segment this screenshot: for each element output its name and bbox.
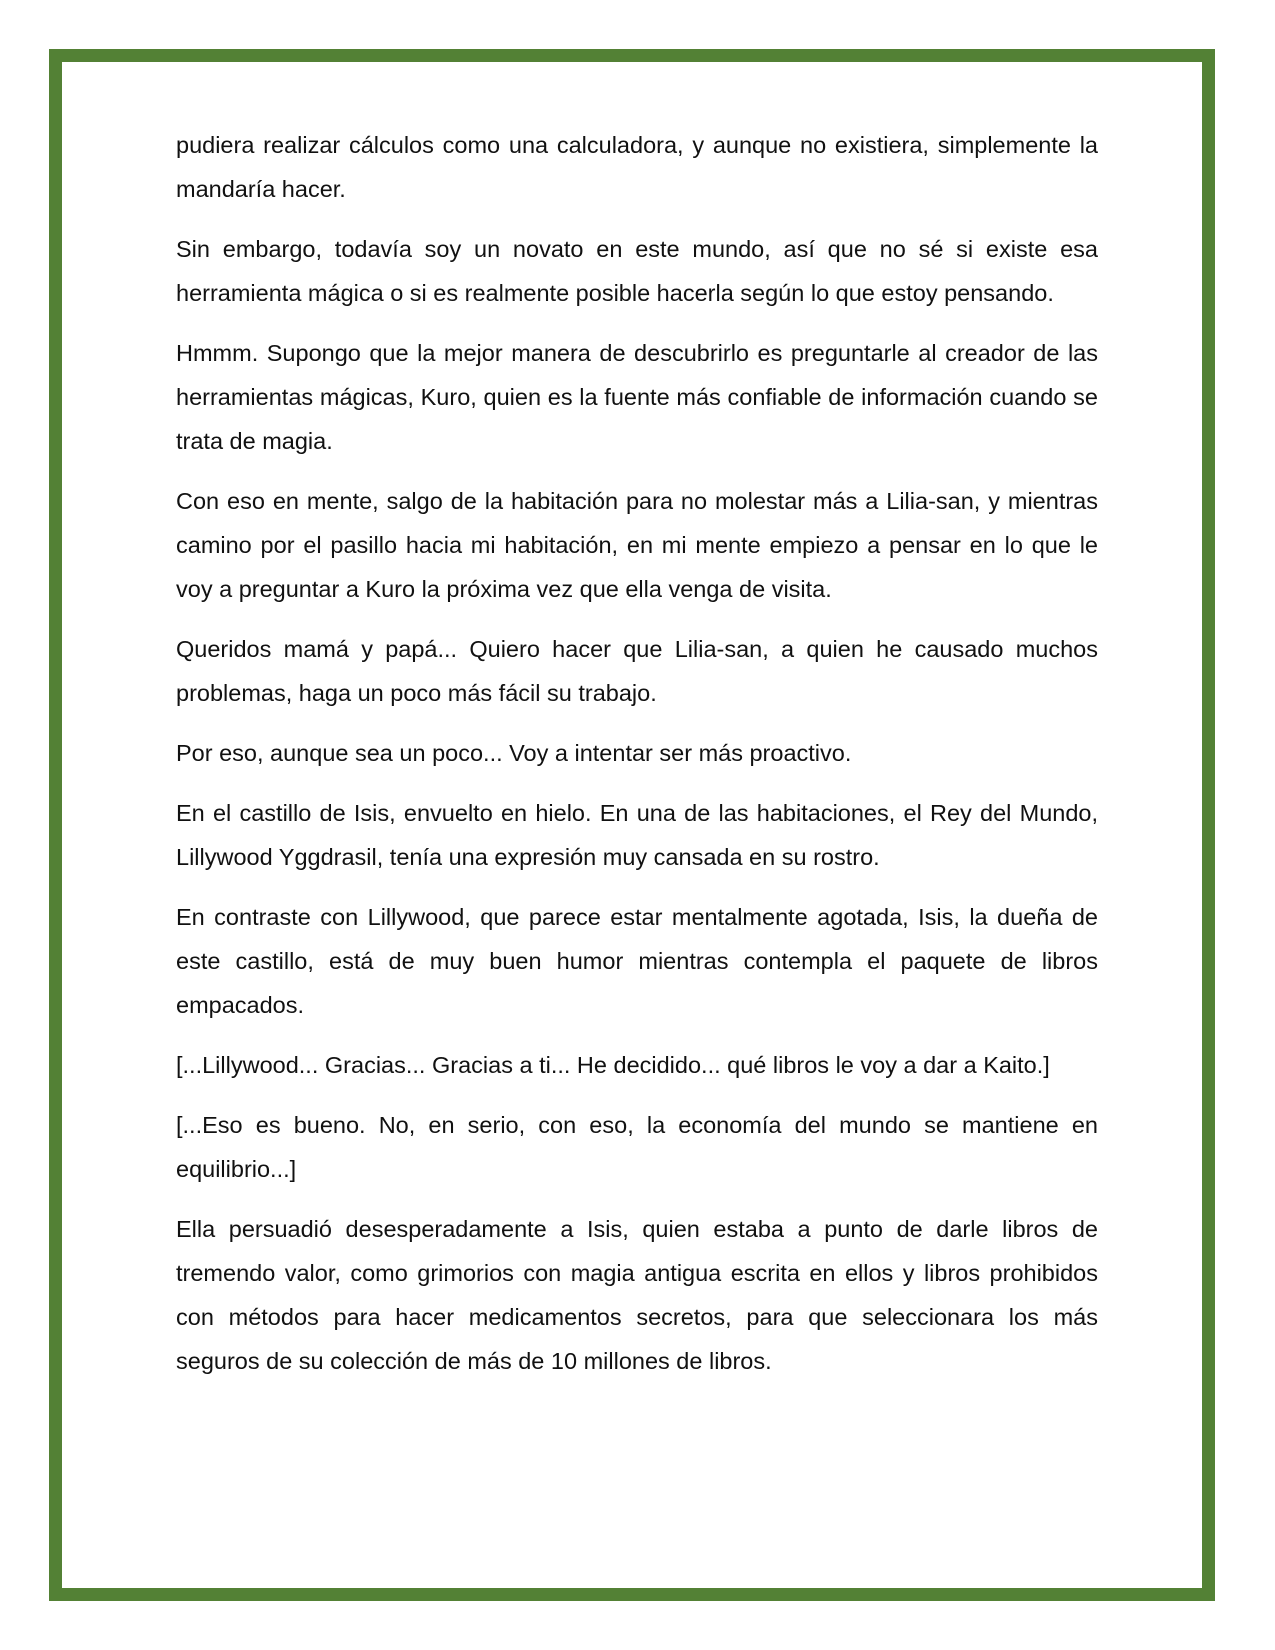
paragraph: En contraste con Lillywood, que parece estar mentalmente agotada, Isis, la dueña de este castillo, está de muy buen humor mientras contempla el paquete de libros empacados. <box>176 904 1098 1018</box>
paragraph: [...Eso es bueno. No, en serio, con eso, la economía del mundo se mantiene en equilibrio...] <box>176 1112 1098 1182</box>
paragraph: pudiera realizar cálculos como una calculadora, y aunque no existiera, simplemente la mandaría hacer. <box>176 132 1098 202</box>
paragraph: Sin embargo, todavía soy un novato en este mundo, así que no sé si existe esa herramienta mágica o si es realmente posible hacerla según lo que estoy pensando. <box>176 236 1098 306</box>
paragraph: Ella persuadió desesperadamente a Isis, quien estaba a punto de darle libros de tremendo valor, como grimorios con magia antigua escrita en ellos y libros prohibidos con métodos para hacer medicamentos secretos, para que seleccionara los más seguros de su colección de más de 10 millones de libros. <box>176 1216 1098 1374</box>
paragraph: Hmmm. Supongo que la mejor manera de descubrirlo es preguntarle al creador de las herramientas mágicas, Kuro, quien es la fuente más confiable de información cuando se trata de magia. <box>176 340 1098 454</box>
paragraph: [...Lillywood... Gracias... Gracias a ti... He decidido... qué libros le voy a dar a Kaito.] <box>176 1052 1050 1078</box>
paragraph: En el castillo de Isis, envuelto en hielo. En una de las habitaciones, el Rey del Mundo, Lillywood Yggdrasil, tenía una expresión muy cansada en su rostro. <box>176 800 1098 870</box>
paragraph: Por eso, aunque sea un poco... Voy a intentar ser más proactivo. <box>176 740 852 766</box>
page-content <box>176 123 1098 1399</box>
paragraph: Queridos mamá y papá... Quiero hacer que Lilia-san, a quien he causado muchos problemas, haga un poco más fácil su trabajo. <box>176 636 1098 706</box>
paragraph: Con eso en mente, salgo de la habitación para no molestar más a Lilia-san, y mientras camino por el pasillo hacia mi habitación, en mi mente empiezo a pensar en lo que le voy a preguntar a Kuro la próxima vez que ella venga de visita. <box>176 488 1098 602</box>
